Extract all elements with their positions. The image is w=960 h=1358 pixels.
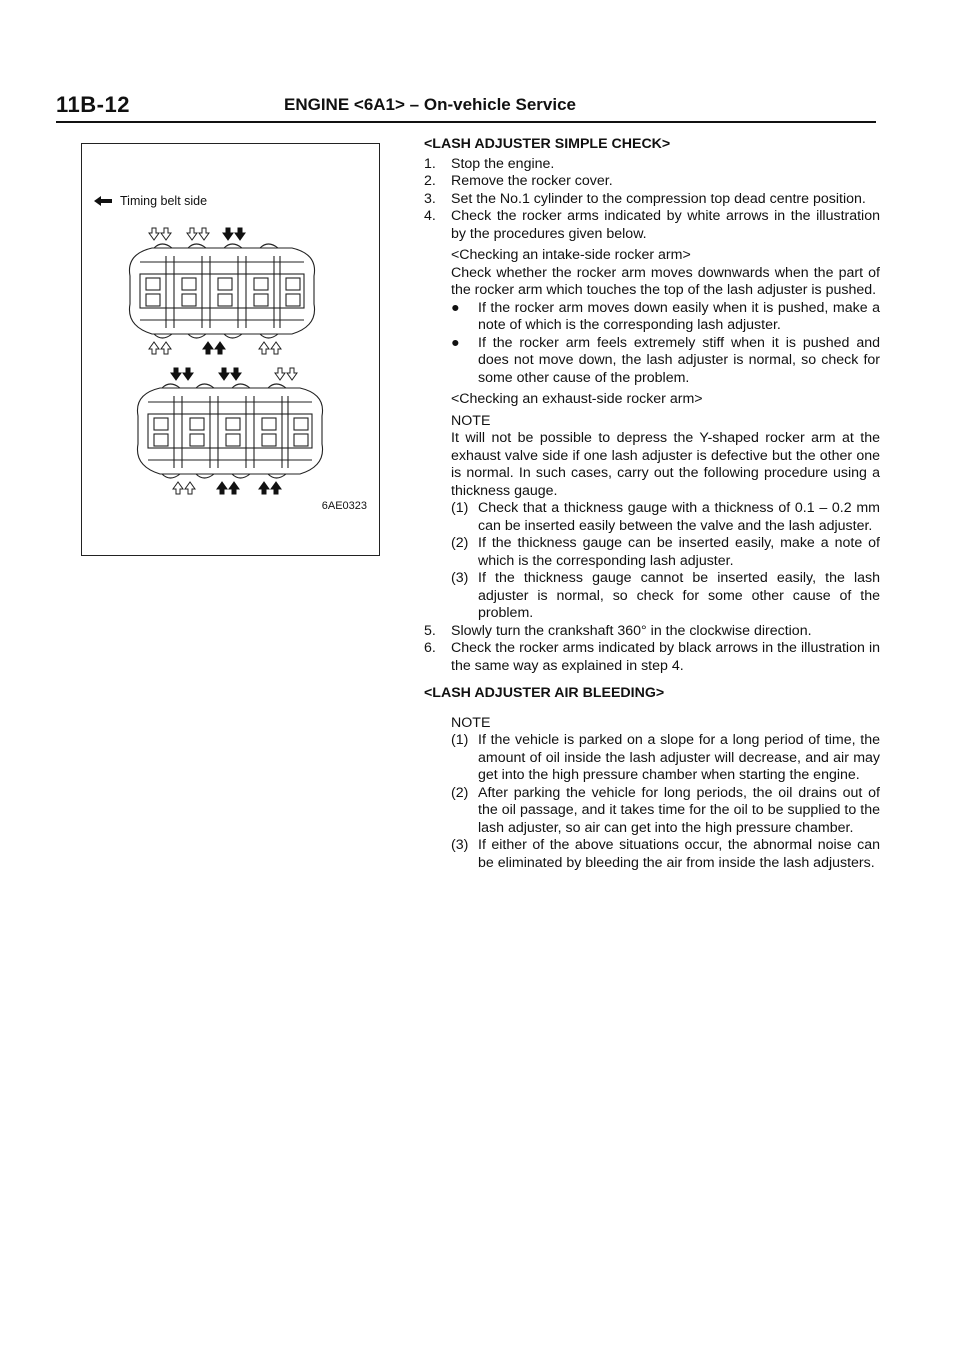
sub-item: (2) If the thickness gauge can be inserted easily, make a note of which is the corresponding lash adjuster. [451, 535, 880, 569]
list-item: 1. Stop the engine. [424, 155, 555, 172]
header-rule [56, 121, 876, 123]
page-number: 11B-12 [56, 92, 130, 117]
note-label: NOTE [451, 714, 491, 731]
list-item: 3. Set the No.1 cylinder to the compression top dead centre position. [424, 190, 866, 207]
list-item: 2. Remove the rocker cover. [424, 173, 613, 189]
note-text: It will not be possible to depress the Y-shaped rocker arm at the exhaust valve side if one lash adjuster is defective but the other one is normal. In such cases, carry out the following procedure using a thickness gauge. [451, 430, 880, 499]
illustration-box [81, 143, 380, 556]
section-heading: <LASH ADJUSTER AIR BLEEDING> [424, 685, 665, 701]
page-title: ENGINE <6A1> – On-vehicle Service [284, 95, 576, 114]
sub-item: (3) If either of the above situations occur, the abnormal noise can be eliminated by bleeding the air from inside the lash adjusters. [451, 837, 880, 871]
paragraph: Check whether the rocker arm moves downwards when the part of the rocker arm which touches the top of the lash adjuster is pushed. [451, 264, 880, 298]
section-heading: <LASH ADJUSTER SIMPLE CHECK> [424, 136, 671, 152]
bullet-item: ● If the rocker arm feels extremely stiff when it is pushed and does not move down, the lash adjuster is normal, so check for some other cause of the problem. [451, 334, 880, 386]
page-header [56, 92, 876, 122]
bullet-item: ● If the rocker arm moves down easily when it is pushed, make a note of which is the corresponding lash adjuster. [451, 299, 880, 333]
list-item: 5. Slowly turn the crankshaft 360° in the clockwise direction. [424, 622, 812, 639]
legend-label: Timing belt side [120, 194, 208, 208]
subheading: <Checking an intake-side rocker arm> [451, 247, 691, 263]
figure-legend [94, 194, 207, 208]
list-item: 6. Check the rocker arms indicated by black arrows in the illustration in the same way as explained in step 4. [424, 640, 880, 674]
left-arrow-icon [94, 196, 112, 206]
figure-code: 6AE0323 [321, 500, 367, 512]
list-item: 4. Check the rocker arms indicated by white arrows in the illustration by the procedures given below. [424, 208, 880, 242]
subheading: <Checking an exhaust-side rocker arm> [451, 391, 703, 407]
sub-item: (1) Check that a thickness gauge with a thickness of 0.1 – 0.2 mm can be inserted easily between the valve and the lash adjuster. [451, 500, 880, 534]
note-label: NOTE [451, 412, 491, 429]
body-text [424, 136, 880, 872]
sub-item: (3) If the thickness gauge cannot be inserted easily, the lash adjuster is normal, so check for some other cause of the problem. [451, 570, 880, 621]
sub-item: (2) After parking the vehicle for long periods, the oil drains out of the oil passage, and it takes time for the oil to be supplied to the lash adjuster, so air can get into the high pressure chamber. [451, 784, 880, 836]
sub-item: (1) If the vehicle is parked on a slope for a long period of time, the amount of oil inside the lash adjuster will decrease, and air may get into the high pressure chamber when starting the engine. [451, 732, 880, 783]
